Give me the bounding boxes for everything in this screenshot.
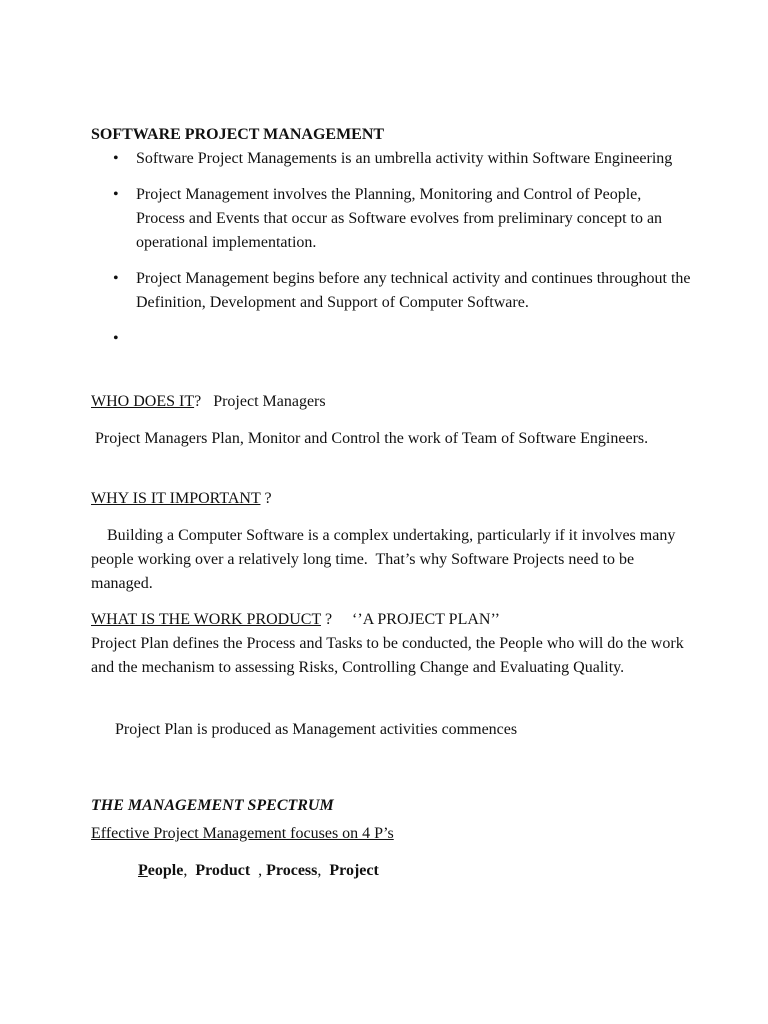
what-mark: ? ‘’A PROJECT PLAN’’ bbox=[320, 611, 500, 628]
who-mark: ? bbox=[194, 393, 202, 410]
spectrum-heading: THE MANAGEMENT SPECTRUM bbox=[91, 797, 334, 814]
bullet-text: Project Management involves the Planning, Monitoring and Control of People, Process and Events that occur as Software evolves from preliminary concept to an operational implementation. bbox=[136, 186, 663, 251]
separator: , bbox=[183, 862, 196, 879]
product-term: Product bbox=[195, 862, 251, 879]
list-item bbox=[91, 147, 691, 171]
list-item bbox=[91, 183, 691, 255]
people-rest: eople bbox=[147, 862, 184, 879]
spectrum-subheading: Effective Project Management focuses on 4 P’s bbox=[91, 825, 394, 842]
bullet-list bbox=[91, 147, 691, 351]
why-mark: ? bbox=[260, 490, 272, 507]
what-question: WHAT IS THE WORK PRODUCT bbox=[91, 611, 321, 628]
list-item bbox=[91, 267, 691, 315]
why-body: Building a Computer Software is a complex undertaking, particularly if it involves many people working over a relatively long time. That’s why Software Projects need to be managed. bbox=[91, 527, 680, 592]
bullet-text: Project Management begins before any technical activity and continues throughout the Definition, Development and Support of Computer Software. bbox=[136, 270, 691, 311]
document-title: SOFTWARE PROJECT MANAGEMENT bbox=[91, 126, 385, 143]
project-term: Project bbox=[329, 862, 379, 879]
process-term: Process bbox=[266, 862, 318, 879]
four-ps-line bbox=[138, 859, 738, 883]
who-line bbox=[91, 390, 691, 414]
why-line bbox=[91, 487, 691, 511]
who-question: WHO DOES IT bbox=[91, 393, 195, 410]
bullet-text: Software Project Managements is an umbrella activity within Software Engineering bbox=[136, 150, 673, 167]
people-initial: P bbox=[138, 862, 148, 879]
what-body: Project Plan defines the Process and Tasks to be conducted, the People who will do the work and the mechanism to assessing Risks, Controlling Change and Evaluating Quality. bbox=[91, 635, 688, 676]
list-item bbox=[91, 327, 691, 351]
who-body: Project Managers Plan, Monitor and Control the work of Team of Software Engineers. bbox=[91, 430, 649, 447]
what-line bbox=[91, 608, 691, 632]
what-note: Project Plan is produced as Management activities commences bbox=[91, 721, 518, 738]
who-answer: Project Managers bbox=[201, 393, 326, 410]
separator: , bbox=[317, 862, 330, 879]
why-question: WHY IS IT IMPORTANT bbox=[91, 490, 261, 507]
separator: , bbox=[250, 862, 267, 879]
